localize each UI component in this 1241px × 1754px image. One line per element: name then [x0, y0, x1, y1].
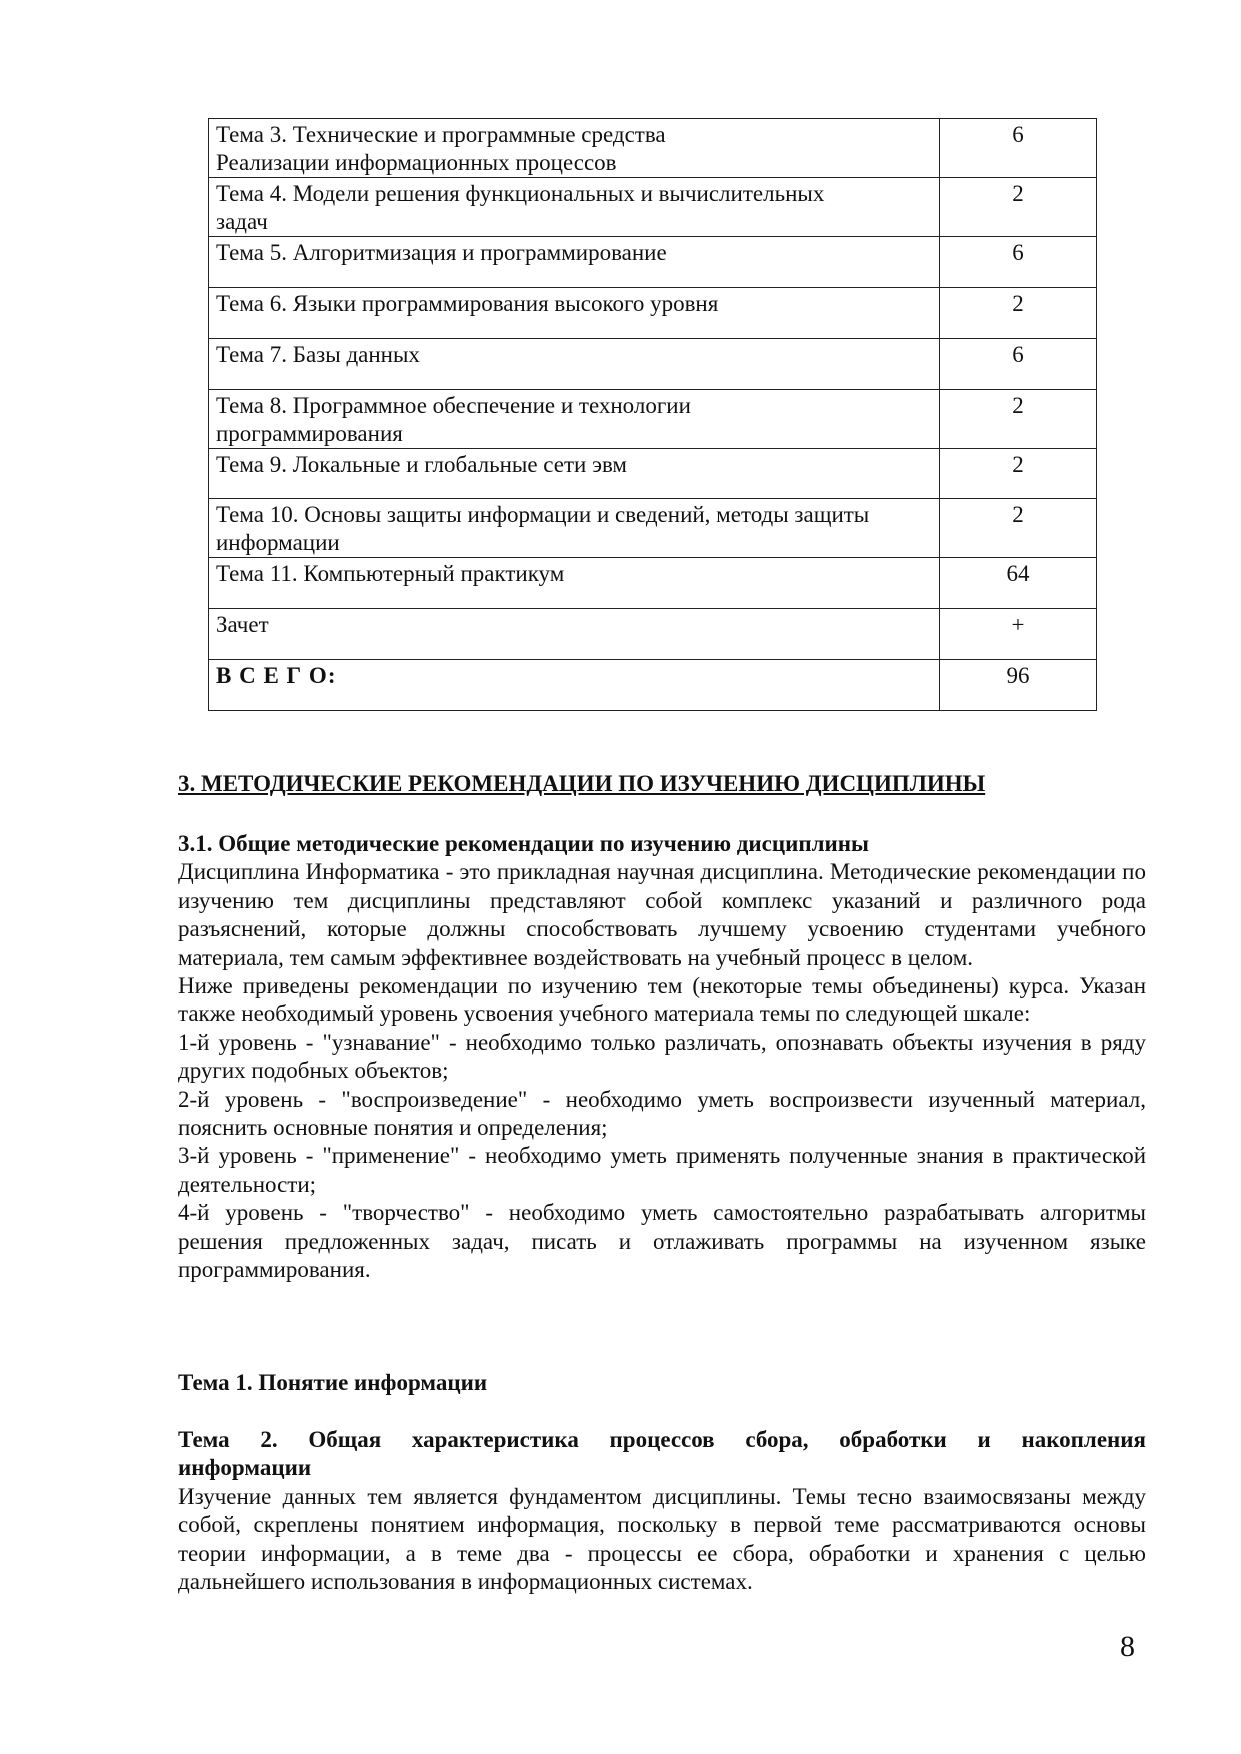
section-3-1: [178, 830, 1146, 1285]
topic-cell: [209, 339, 940, 390]
topic-line: Тема 4. Модели решения функциональных и вычислительных: [216, 181, 825, 206]
topic-cell: [209, 499, 940, 558]
table-total-row: [209, 660, 1097, 711]
topic-line: программирования: [216, 421, 403, 446]
hours-cell: 2: [940, 449, 1097, 499]
topic-line: Тема 7. Базы данных: [216, 342, 420, 367]
hours-cell: +: [940, 609, 1097, 660]
topic-line: Тема 5. Алгоритмизация и программирование: [216, 240, 667, 265]
hours-cell: 2: [940, 499, 1097, 558]
topic-line: информации: [216, 530, 340, 555]
tema-2-heading-cont: информации: [178, 1455, 312, 1481]
topic-cell: [209, 119, 940, 178]
tema-2-heading: Тема 2. Общая характеристика процессов сбора, обработки и накопления: [178, 1427, 1146, 1452]
paragraph: Ниже приведены рекомендации по изучению тем (некоторые темы объединены) курса. Указан также необходимый уровень усвоения учебного материала темы по следующей шкале:: [178, 973, 1146, 1027]
topic-line: Тема 10. Основы защиты информации и сведений, методы защиты: [216, 502, 870, 527]
hours-cell: 6: [940, 237, 1097, 288]
hours-cell: 2: [940, 390, 1097, 449]
topic-line: Зачет: [216, 612, 269, 637]
topic-cell: [209, 609, 940, 660]
topic-line: Тема 11. Компьютерный практикум: [216, 561, 565, 586]
subsection-heading: 3.1. Общие методические рекомендации по изучению дисциплины: [178, 831, 870, 856]
total-label: В С Е Г О:: [209, 660, 940, 711]
topic-line: Тема 8. Программное обеспечение и технологии: [216, 393, 691, 418]
hours-cell: 6: [940, 339, 1097, 390]
topic-line: задач: [216, 209, 268, 234]
table-row: [209, 119, 1097, 178]
table-row: [209, 499, 1097, 558]
level-item: 3-й уровень - "применение" - необходимо уметь применять полученные знания в практической деятельности;: [178, 1143, 1146, 1197]
page-number: 8: [1120, 1630, 1135, 1663]
table-row: [209, 449, 1097, 499]
topic-line: Тема 3. Технические и программные средства: [216, 122, 666, 147]
topic-line: Реализации информационных процессов: [216, 150, 617, 175]
total-hours: 96: [940, 660, 1097, 711]
topic-cell: [209, 288, 940, 339]
topic-line: Тема 9. Локальные и глобальные сети эвм: [216, 452, 627, 477]
topics-hours-table: [208, 118, 1097, 711]
table-row: [209, 288, 1097, 339]
topic-cell: [209, 390, 940, 449]
hours-cell: 6: [940, 119, 1097, 178]
paragraph: Изучение данных тем является фундаментом дисциплины. Темы тесно взаимосвязаны между собой, скреплены понятием информация, поскольку в первой теме рассматриваются основы теории информации, а в теме два - процессы ее сбора, обработки и хранения с целью дальнейшего использования в информационных системах.: [178, 1483, 1146, 1595]
hours-cell: 2: [940, 288, 1097, 339]
hours-cell: 2: [940, 178, 1097, 237]
table-row: [209, 558, 1097, 609]
level-item: 4-й уровень - "творчество" - необходимо уметь самостоятельно разрабатывать алгоритмы решения предложенных задач, писать и отлаживать программы на изученном языке программирования.: [178, 1200, 1146, 1283]
table-row: [209, 178, 1097, 237]
table-row: [209, 390, 1097, 449]
hours-cell: 64: [940, 558, 1097, 609]
topic-cell: [209, 237, 940, 288]
tema-2-section: [178, 1426, 1146, 1596]
topic-cell: [209, 178, 940, 237]
level-item: 2-й уровень - "воспроизведение" - необходимо уметь воспроизвести изученный материал, пояснить основные понятия и определения;: [178, 1086, 1146, 1141]
section-heading: 3. МЕТОДИЧЕСКИЕ РЕКОМЕНДАЦИИ ПО ИЗУЧЕНИЮ ДИСЦИПЛИНЫ: [178, 771, 986, 796]
topic-cell: [209, 558, 940, 609]
table-row: [209, 339, 1097, 390]
paragraph: Дисциплина Информатика - это прикладная научная дисциплина. Методические рекомендации по изучению тем дисциплины представляют собой комплекс указаний и различного рода разъяснений, которые должны способствовать лучшему усвоению студентами учебного материала, тем самым эффективнее воздействовать на учебный процесс в целом.: [178, 859, 1146, 970]
table-row: [209, 609, 1097, 660]
tema-1-heading: Тема 1. Понятие информации: [178, 1370, 488, 1395]
table-row: [209, 237, 1097, 288]
topic-line: Тема 6. Языки программирования высокого уровня: [216, 291, 719, 316]
topic-cell: [209, 449, 940, 499]
level-item: 1-й уровень - "узнавание" - необходимо только различать, опознавать объекты изучения в ряду других подобных объектов;: [178, 1029, 1146, 1084]
